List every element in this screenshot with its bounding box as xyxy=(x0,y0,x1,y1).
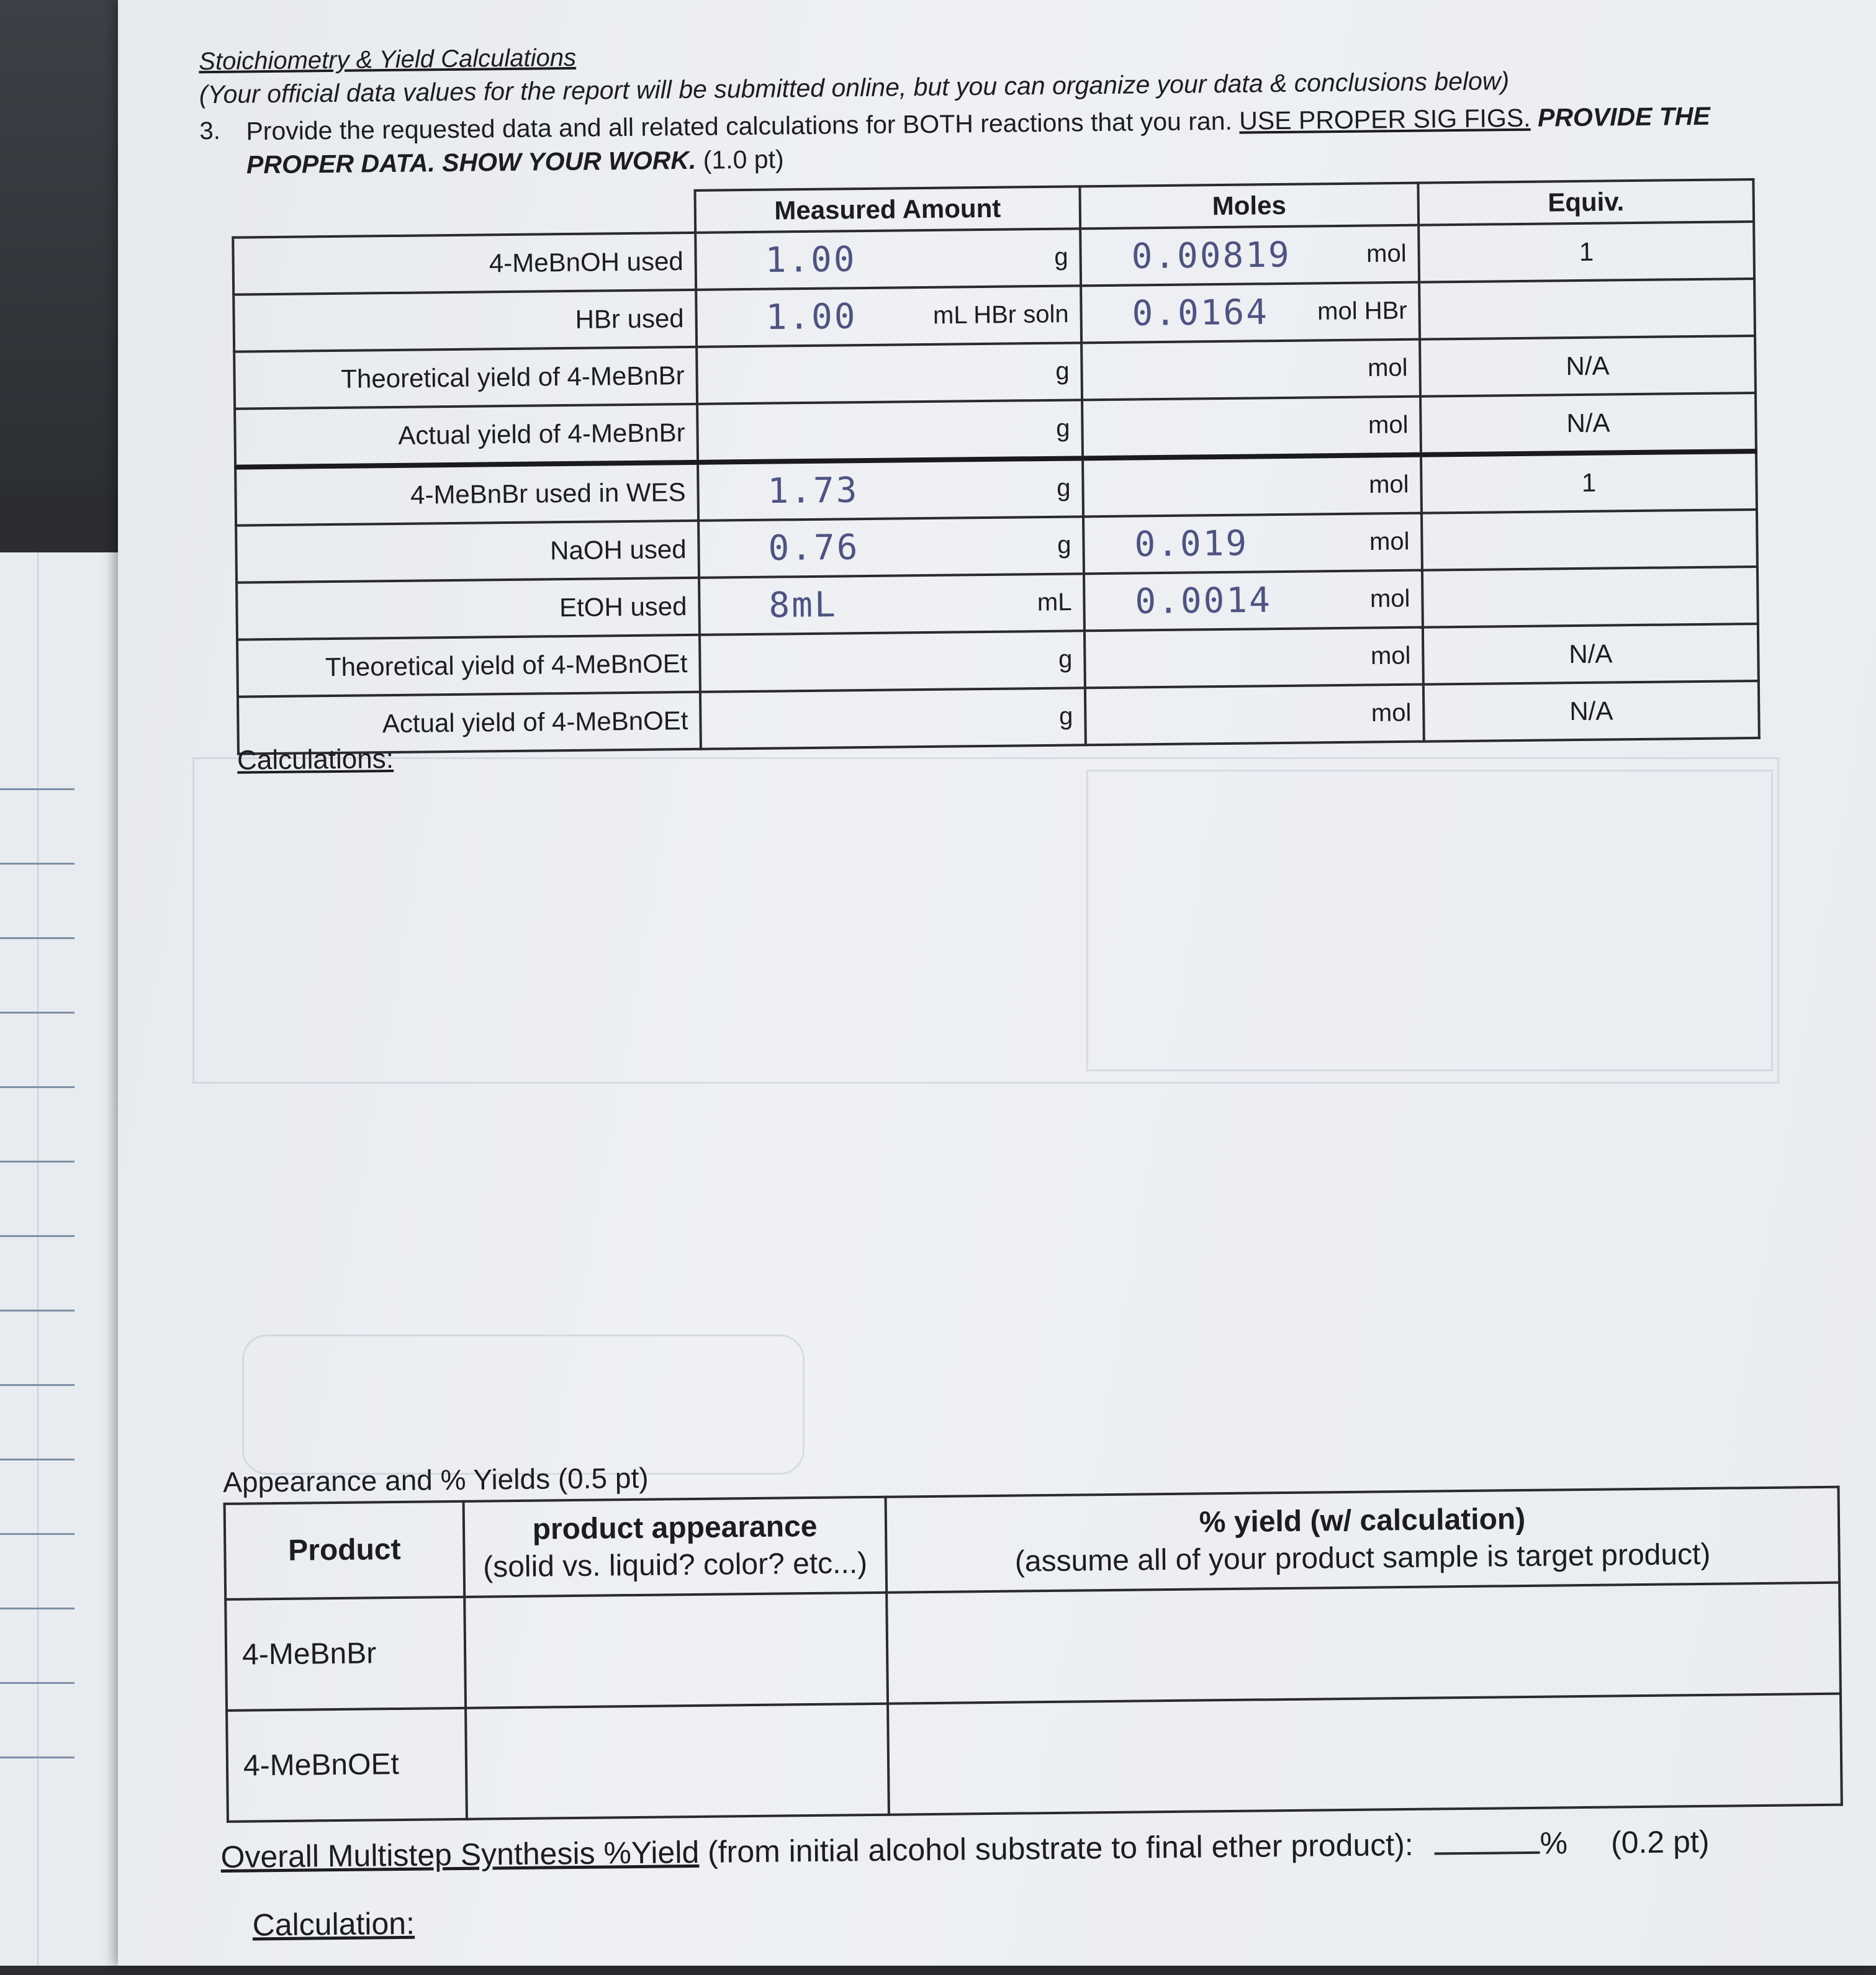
moles-unit: mol xyxy=(1368,411,1409,439)
moles-cell[interactable] xyxy=(1081,340,1420,400)
notebook-rule xyxy=(0,1012,74,1014)
question-number: 3. xyxy=(199,117,221,145)
column-header: Measured Amount xyxy=(695,186,1080,232)
appearance-header-row xyxy=(225,1487,1839,1599)
question-text xyxy=(246,98,1786,181)
moles-unit: mol xyxy=(1371,699,1412,727)
question-text-part: Provide the requested data and all related calculations for BOTH reactions that you ran. xyxy=(246,106,1240,146)
moles-cell[interactable] xyxy=(1084,570,1423,631)
measured-amount-cell[interactable] xyxy=(699,574,1085,634)
amount-unit: g xyxy=(1054,243,1068,271)
handwritten-amount: 8mL xyxy=(769,585,837,626)
moles-cell[interactable] xyxy=(1085,685,1424,745)
calculations-label: Calculations: xyxy=(237,743,394,776)
yield-subheader: (assume all of your product sample is target product) xyxy=(1014,1537,1711,1578)
row-label: Actual yield of 4-MeBnBr xyxy=(235,404,698,467)
overall-yield-description: (from initial alcohol substrate to final ether product): xyxy=(698,1827,1422,1869)
appearance-table xyxy=(223,1486,1843,1823)
amount-unit: g xyxy=(1056,415,1070,443)
stoichiometry-table xyxy=(231,178,1760,755)
section-title: Stoichiometry & Yield Calculations xyxy=(199,43,577,76)
handwritten-amount: 1.73 xyxy=(767,470,859,512)
notebook-rule xyxy=(0,1459,74,1460)
column-header xyxy=(233,191,696,238)
column-header xyxy=(886,1487,1840,1593)
handwritten-moles: 0.019 xyxy=(1134,523,1249,565)
moles-unit: mol xyxy=(1369,528,1410,556)
measured-amount-cell[interactable] xyxy=(697,343,1082,403)
measured-amount-cell[interactable] xyxy=(697,400,1083,462)
moles-unit: mol xyxy=(1368,470,1409,499)
moles-cell[interactable] xyxy=(1080,225,1419,286)
measured-amount-cell[interactable] xyxy=(700,631,1085,691)
worksheet-page xyxy=(118,0,1876,1966)
notebook-margin xyxy=(0,552,38,1966)
moles-unit: mol xyxy=(1370,642,1411,670)
moles-cell[interactable] xyxy=(1081,282,1420,343)
column-header xyxy=(464,1497,887,1597)
moles-unit: mol HBr xyxy=(1317,297,1407,325)
notebook-rule xyxy=(0,1086,74,1088)
equiv-cell[interactable]: N/A xyxy=(1420,336,1756,397)
equiv-cell[interactable] xyxy=(1419,279,1755,340)
amount-unit: g xyxy=(1058,646,1073,673)
overall-yield-line xyxy=(220,1824,1709,1875)
row-label: EtOH used xyxy=(237,578,700,640)
product-cell: 4-MeBnOEt xyxy=(227,1708,467,1822)
amount-unit: g xyxy=(1057,474,1071,502)
amount-unit: g xyxy=(1055,358,1070,385)
handwritten-moles: 0.0014 xyxy=(1135,580,1273,622)
notebook-rule xyxy=(0,1682,74,1684)
yield-cell[interactable] xyxy=(886,1583,1841,1704)
question-underlined: USE PROPER SIG FIGS. xyxy=(1239,103,1531,135)
equiv-cell[interactable] xyxy=(1422,567,1758,628)
moles-cell[interactable] xyxy=(1082,397,1421,459)
table-row xyxy=(225,1583,1841,1711)
amount-unit: g xyxy=(1058,703,1073,731)
equiv-cell[interactable] xyxy=(1422,510,1757,570)
notebook-rule xyxy=(0,1757,74,1758)
overall-yield-blank[interactable] xyxy=(1435,1851,1540,1855)
moles-unit: mol xyxy=(1367,354,1408,382)
measured-amount-cell[interactable] xyxy=(695,228,1081,289)
row-label: Theoretical yield of 4-MeBnBr xyxy=(234,347,697,409)
notebook-rule xyxy=(0,937,74,939)
amount-unit: g xyxy=(1057,531,1071,559)
overall-yield-points: (0.2 pt) xyxy=(1610,1824,1710,1860)
appearance-title: Appearance and % Yields (0.5 pt) xyxy=(222,1461,649,1498)
row-label: 4-MeBnOH used xyxy=(233,233,696,295)
product-cell: 4-MeBnBr xyxy=(225,1597,466,1711)
overall-yield-label: Overall Multistep Synthesis %Yield xyxy=(220,1834,700,1875)
column-header: Moles xyxy=(1080,183,1418,229)
handwritten-moles: 0.00819 xyxy=(1131,235,1291,277)
column-header xyxy=(225,1501,465,1599)
moles-unit: mol xyxy=(1369,585,1410,613)
amount-unit: mL xyxy=(1037,588,1072,616)
percent-sign: % xyxy=(1540,1825,1568,1861)
calculation-label: Calculation: xyxy=(252,1905,415,1943)
handwritten-amount: 1.00 xyxy=(765,239,857,281)
row-label: 4-MeBnBr used in WES xyxy=(235,462,698,526)
measured-amount-cell[interactable] xyxy=(696,286,1081,346)
notebook-rule xyxy=(0,1608,74,1609)
worksheet-content xyxy=(108,0,1876,1975)
appearance-cell[interactable] xyxy=(466,1704,889,1819)
section-note: (Your official data values for the report will be submitted online, but you can organize your data & conclusions below) xyxy=(199,66,1510,109)
yield-cell[interactable] xyxy=(888,1694,1842,1815)
measured-amount-cell[interactable] xyxy=(700,688,1086,749)
appearance-cell[interactable] xyxy=(464,1593,888,1708)
handwritten-amount: 1.00 xyxy=(765,296,857,338)
equiv-cell[interactable]: 1 xyxy=(1418,222,1754,282)
equiv-cell[interactable]: N/A xyxy=(1420,393,1756,455)
equiv-cell[interactable]: N/A xyxy=(1423,624,1759,685)
row-label: Theoretical yield of 4-MeBnOEt xyxy=(237,635,700,697)
yield-header: % yield (w/ calculation) xyxy=(1199,1502,1526,1539)
notebook-rule xyxy=(0,1384,74,1386)
question-points: (1.0 pt) xyxy=(696,145,784,174)
row-label: HBr used xyxy=(233,290,697,352)
measured-amount-cell[interactable] xyxy=(698,516,1084,577)
handwritten-amount: 0.76 xyxy=(768,527,860,569)
notebook-rule xyxy=(0,1235,74,1237)
notebook-rule xyxy=(0,1161,74,1163)
appearance-subheader: (solid vs. liquid? color? etc...) xyxy=(482,1547,868,1584)
amount-unit: mL HBr soln xyxy=(932,300,1069,330)
moles-cell[interactable] xyxy=(1083,455,1422,517)
notebook-rule xyxy=(0,788,74,790)
notebook-rule xyxy=(0,1310,74,1311)
moles-unit: mol xyxy=(1366,240,1407,268)
equiv-cell[interactable]: 1 xyxy=(1421,451,1757,513)
column-header: Equiv. xyxy=(1418,179,1754,225)
handwritten-moles: 0.0164 xyxy=(1132,292,1269,334)
row-label: NaOH used xyxy=(236,521,699,583)
equiv-cell[interactable]: N/A xyxy=(1423,681,1759,742)
notebook-rule xyxy=(0,863,74,865)
notebook-rule xyxy=(0,1533,74,1535)
appearance-header: product appearance xyxy=(532,1509,818,1546)
row-label: Actual yield of 4-MeBnOEt xyxy=(238,692,701,754)
product-header: Product xyxy=(287,1532,401,1567)
question-bold: PROVIDE THE PROPER DATA. SHOW YOUR WORK. xyxy=(246,101,1711,179)
moles-cell[interactable] xyxy=(1083,513,1422,574)
table-row xyxy=(227,1694,1842,1822)
moles-cell[interactable] xyxy=(1085,628,1423,688)
measured-amount-cell[interactable] xyxy=(698,458,1083,520)
